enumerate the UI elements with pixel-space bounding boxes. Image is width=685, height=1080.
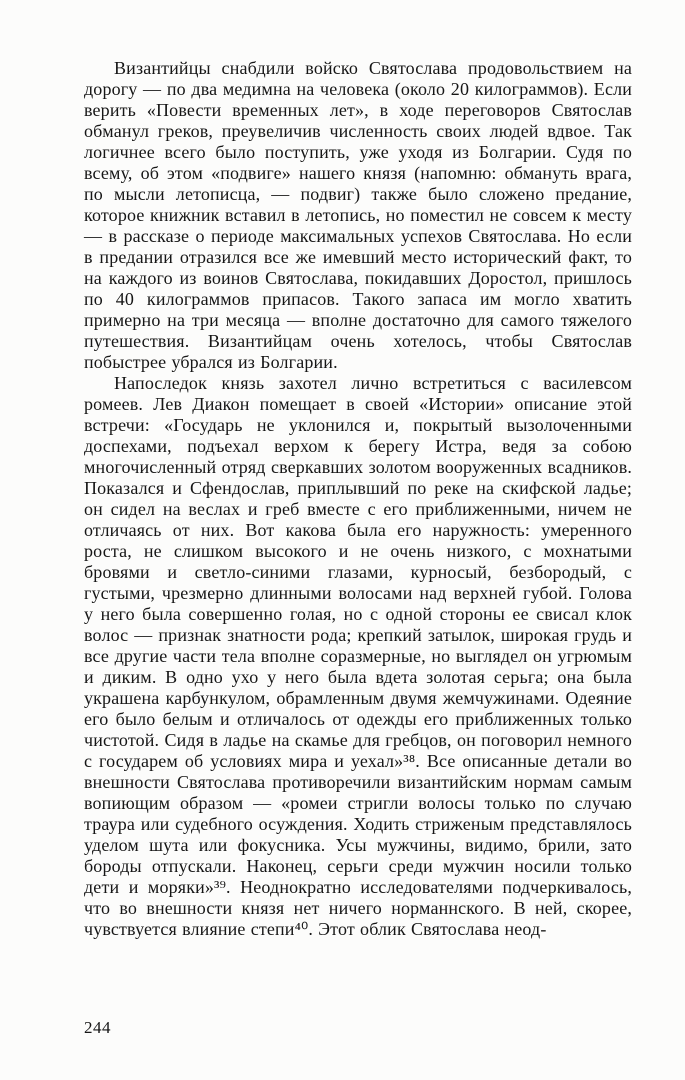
page-number: 244 <box>84 1018 111 1037</box>
body-text <box>84 58 632 940</box>
paragraph: Византийцы снабдили войско Святослава продовольствием на дорогу — по два медимна на человека (около 20 килограммов). Если верить «Повести временных лет», в ходе переговоров Святослав обманул греков, преувеличив численность своих людей вдвое. Так логичнее всего было поступить, уже уходя из Болгарии. Судя по всему, об этом «подвиге» нашего князя (напомню: обмануть врага, по мысли летописца, — подвиг) также было сложено предание, которое книжник вставил в летопись, но поместил не совсем к месту — в рассказе о периоде максимальных успехов Святослава. Но если в предании отразился все же имевший место исторический факт, то на каждого из воинов Святослава, покидавших Доростол, пришлось по 40 килограммов припасов. Такого запаса им могло хватить примерно на три месяца — вполне достаточно для самого тяжелого путешествия. Византийцам очень хотелось, чтобы Святослав побыстрее убрался из Болгарии. <box>84 58 632 372</box>
paragraph: Напоследок князь захотел лично встретиться с василевсом ромеев. Лев Диакон помещает в своей «Истории» описание этой встречи: «Государь не уклонился и, покрытый вызолоченными доспехами, подъехал верхом к берегу Истра, ведя за собою многочисленный отряд сверкавших золотом вооруженных всадников. Показался и Сфендослав, приплывший по реке на скифской ладье; он сидел на веслах и греб вместе с его приближенными, ничем не отличаясь от них. Вот какова была его наружность: умеренного роста, не слишком высокого и не очень низкого, с мохнатыми бровями и светло-синими глазами, курносый, безбородый, с густыми, чрезмерно длинными волосами над верхней губой. Голова у него была совершенно голая, но с одной стороны ее свисал клок волос — признак знатности рода; крепкий затылок, широкая грудь и все другие части тела вполне соразмерные, но выглядел он угрюмым и диким. В одно ухо у него была вдета золотая серьга; она была украшена карбункулом, обрамленным двумя жемчужинами. Одеяние его было белым и отличалось от одежды его приближенных только чистотой. Сидя в ладье на скамье для гребцов, он поговорил немного с государем об условиях мира и уехал»³⁸. Все описанные детали во внешности Святослава противоречили византийским нормам самым вопиющим образом — «ромеи стригли волосы только по случаю траура или судебного осуждения. Ходить стриженым представлялось уделом шута или фокусника. Усы мужчины, видимо, брили, зато бороды отпускали. Наконец, серьги среди мужчин носили только дети и моряки»³⁹. Неоднократно исследователями подчеркивалось, что во внешности князя нет ничего норманнского. В ней, скорее, чувствуется влияние степи⁴⁰. Этот облик Святослава неод- <box>84 373 632 939</box>
